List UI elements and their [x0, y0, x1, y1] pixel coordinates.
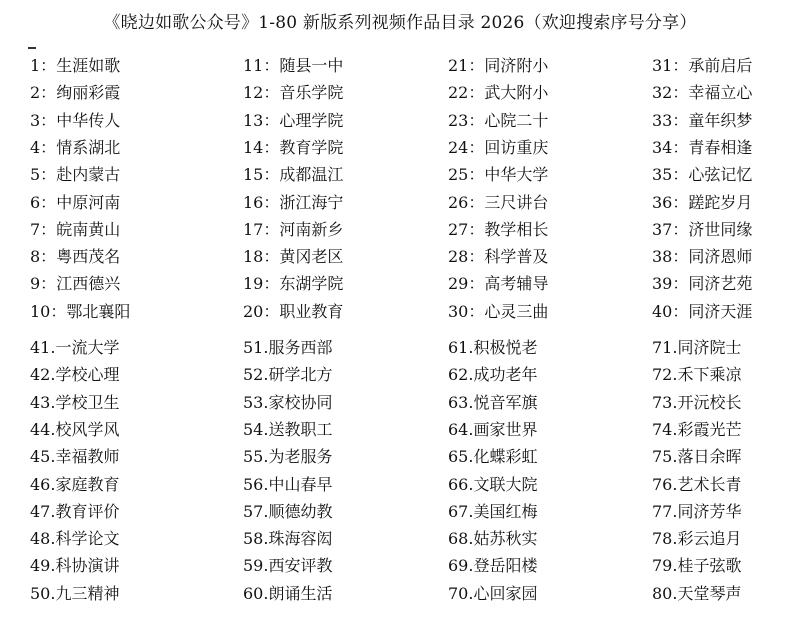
- entry-number: 5：: [30, 165, 57, 185]
- entry-title: 珠海容闳: [268, 529, 333, 549]
- catalog-entry: [243, 556, 332, 576]
- entry-title: 研学北方: [268, 365, 333, 385]
- entry-number: 22：: [448, 83, 485, 103]
- catalog-entry: [652, 138, 752, 158]
- entry-number: 1：: [30, 56, 57, 75]
- entry-number: 60.: [243, 583, 269, 603]
- entry-number: 79.: [652, 556, 678, 576]
- catalog-entry: [448, 83, 548, 103]
- entry-number: 45.: [30, 447, 56, 467]
- catalog-entry: [652, 365, 741, 385]
- catalog-entry: [448, 138, 548, 158]
- entry-title: 同济院士: [677, 338, 742, 357]
- entry-title: 同济附小: [484, 56, 549, 75]
- entry-title: 绚丽彩霞: [56, 83, 121, 103]
- catalog-entry: [448, 529, 537, 549]
- catalog-entry: [448, 556, 537, 576]
- entry-title: 学校卫生: [55, 392, 120, 412]
- entry-title: 成功老年: [473, 365, 538, 385]
- entry-title: 三尺讲台: [484, 192, 549, 212]
- entry-number: 61.: [448, 338, 474, 357]
- entry-number: 43.: [30, 392, 56, 412]
- entry-number: 38：: [652, 247, 689, 267]
- entry-title: 心回家园: [473, 583, 538, 603]
- entry-title: 教育学院: [279, 137, 344, 157]
- entry-title: 粤西茂名: [56, 247, 121, 267]
- entry-title: 情系湖北: [56, 137, 121, 157]
- entry-number: 74.: [652, 419, 678, 439]
- entry-number: 12：: [243, 83, 280, 103]
- entry-title: 天堂琴声: [677, 583, 742, 603]
- entry-number: 4：: [30, 137, 57, 157]
- entry-title: 武大附小: [484, 83, 549, 103]
- catalog-entry: [30, 193, 120, 213]
- entry-title: 承前启后: [688, 56, 753, 75]
- entry-title: 中山春早: [268, 474, 333, 494]
- entry-title: 美国红梅: [473, 501, 538, 521]
- entry-number: 31：: [652, 56, 689, 75]
- catalog-entry: [30, 556, 119, 576]
- catalog-entry: [448, 475, 537, 495]
- entry-title: 幸福教师: [55, 447, 120, 467]
- catalog-entry: [652, 338, 741, 358]
- entry-number: 78.: [652, 529, 678, 549]
- entry-title: 同济艺苑: [688, 274, 753, 294]
- entry-title: 济世同缘: [688, 219, 753, 239]
- entry-title: 化蝶彩虹: [473, 447, 538, 467]
- entry-number: 35：: [652, 165, 689, 185]
- entry-number: 42.: [30, 365, 56, 385]
- entry-number: 80.: [652, 583, 678, 603]
- entry-number: 46.: [30, 474, 56, 494]
- entry-number: 19：: [243, 274, 280, 294]
- entry-number: 7：: [30, 219, 57, 239]
- entry-title: 皖南黄山: [56, 219, 121, 239]
- entry-number: 13：: [243, 110, 280, 130]
- catalog-entry: [30, 274, 120, 294]
- catalog-entry: [243, 338, 332, 358]
- catalog-entry: [243, 502, 332, 522]
- catalog-entry: [30, 56, 120, 76]
- entry-number: 67.: [448, 501, 474, 521]
- entry-number: 49.: [30, 556, 56, 576]
- catalog-entry: [30, 138, 120, 158]
- entry-title: 高考辅导: [484, 274, 549, 294]
- entry-title: 为老服务: [268, 447, 333, 467]
- entry-number: 76.: [652, 474, 678, 494]
- entry-title: 服务西部: [268, 338, 333, 357]
- entry-number: 9：: [30, 274, 57, 294]
- catalog-entry: [30, 302, 130, 322]
- entry-title: 送教职工: [268, 419, 333, 439]
- catalog-entry: [243, 447, 332, 467]
- entry-title: 教学相长: [484, 219, 549, 239]
- catalog-entry: [243, 138, 343, 158]
- catalog-entry: [243, 365, 332, 385]
- catalog-entry: [30, 165, 120, 185]
- entry-number: 64.: [448, 419, 474, 439]
- entry-number: 27：: [448, 219, 485, 239]
- catalog-entry: [243, 165, 343, 185]
- entry-number: 3：: [30, 110, 57, 130]
- catalog-entry: [448, 56, 548, 76]
- entry-number: 26：: [448, 192, 485, 212]
- catalog-entry: [448, 338, 537, 358]
- catalog-entry: [448, 420, 537, 440]
- entry-number: 17：: [243, 219, 280, 239]
- entry-title: 生涯如歌: [56, 56, 121, 75]
- catalog-entry: [30, 447, 119, 467]
- entry-number: 62.: [448, 365, 474, 385]
- entry-number: 48.: [30, 529, 56, 549]
- entry-title: 科学论文: [55, 529, 120, 549]
- catalog-entry: [652, 83, 752, 103]
- entry-title: 落日余晖: [677, 447, 742, 467]
- entry-title: 西安评教: [268, 556, 333, 576]
- catalog-entry: [243, 274, 343, 294]
- entry-number: 68.: [448, 529, 474, 549]
- entry-title: 江西德兴: [56, 274, 121, 294]
- entry-title: 彩霞光芒: [677, 419, 742, 439]
- catalog-entry: [30, 111, 120, 131]
- catalog-entry: [30, 83, 120, 103]
- catalog-entry: [652, 165, 752, 185]
- entry-title: 科学普及: [484, 247, 549, 267]
- entry-title: 浙江海宁: [279, 192, 344, 212]
- entry-title: 青春相逢: [688, 137, 753, 157]
- catalog-entry: [243, 420, 332, 440]
- entry-number: 55.: [243, 447, 269, 467]
- entry-title: 家庭教育: [55, 474, 120, 494]
- catalog-entry: [652, 220, 752, 240]
- entry-number: 72.: [652, 365, 678, 385]
- entry-number: 51.: [243, 338, 269, 357]
- entry-number: 8：: [30, 247, 57, 267]
- entry-title: 职业教育: [279, 301, 344, 321]
- entry-title: 随县一中: [279, 56, 344, 75]
- entry-title: 顺德幼教: [268, 501, 333, 521]
- entry-number: 30：: [448, 301, 485, 321]
- entry-title: 心院二十: [484, 110, 549, 130]
- catalog-entry: [243, 111, 343, 131]
- catalog-entry: [30, 584, 119, 604]
- entry-number: 23：: [448, 110, 485, 130]
- entry-title: 幸福立心: [688, 83, 753, 103]
- catalog-entry: [652, 584, 741, 604]
- catalog-entry: [30, 220, 120, 240]
- entry-number: 32：: [652, 83, 689, 103]
- entry-title: 九三精神: [55, 583, 120, 603]
- catalog-entry: [243, 83, 343, 103]
- catalog-entry: [448, 247, 548, 267]
- catalog-entry: [448, 302, 548, 322]
- catalog-entry: [243, 193, 343, 213]
- entry-number: 24：: [448, 137, 485, 157]
- entry-title: 同济恩师: [688, 247, 753, 267]
- entry-number: 50.: [30, 583, 56, 603]
- entry-number: 16：: [243, 192, 280, 212]
- entry-number: 69.: [448, 556, 474, 576]
- entry-title: 心弦记忆: [688, 165, 753, 185]
- entry-number: 14：: [243, 137, 280, 157]
- entry-title: 回访重庆: [484, 137, 549, 157]
- entry-title: 赴内蒙古: [56, 165, 121, 185]
- entry-title: 中华传人: [56, 110, 121, 130]
- entry-number: 75.: [652, 447, 678, 467]
- divider-mark: [28, 47, 36, 49]
- entry-number: 66.: [448, 474, 474, 494]
- catalog-entry: [243, 56, 343, 76]
- entry-number: 40：: [652, 301, 689, 321]
- entry-number: 33：: [652, 110, 689, 130]
- catalog-entry: [30, 502, 119, 522]
- catalog-entry: [448, 165, 548, 185]
- entry-number: 57.: [243, 501, 269, 521]
- catalog-entry: [448, 193, 548, 213]
- catalog-entry: [30, 338, 119, 358]
- entry-number: 2：: [30, 83, 57, 103]
- entry-number: 47.: [30, 501, 56, 521]
- entry-title: 同济芳华: [677, 501, 742, 521]
- catalog-entry: [30, 529, 119, 549]
- entry-title: 文联大院: [473, 474, 538, 494]
- catalog-entry: [30, 247, 120, 267]
- catalog-entry: [652, 56, 752, 76]
- catalog-entry: [652, 193, 752, 213]
- entry-title: 鄂北襄阳: [66, 301, 131, 321]
- entry-number: 34：: [652, 137, 689, 157]
- catalog-entry: [652, 302, 752, 322]
- entry-number: 70.: [448, 583, 474, 603]
- entry-title: 中华大学: [484, 165, 549, 185]
- catalog-entry: [243, 220, 343, 240]
- catalog-entry: [243, 529, 332, 549]
- page-title: 《晓边如歌公众号》1-80 新版系列视频作品目录 2026（欢迎搜索序号分享）: [103, 13, 697, 33]
- entry-title: 心灵三曲: [484, 301, 549, 321]
- catalog-entry: [652, 247, 752, 267]
- catalog-entry: [652, 529, 741, 549]
- entry-number: 36：: [652, 192, 689, 212]
- entry-number: 10：: [30, 301, 67, 321]
- entry-number: 73.: [652, 392, 678, 412]
- entry-number: 37：: [652, 219, 689, 239]
- catalog-entry: [652, 393, 741, 413]
- entry-number: 71.: [652, 338, 678, 357]
- catalog-entry: [243, 393, 332, 413]
- catalog-entry: [652, 274, 752, 294]
- entry-title: 心理学院: [279, 110, 344, 130]
- catalog-entry: [30, 365, 119, 385]
- catalog-entry: [30, 393, 119, 413]
- catalog-entry: [652, 556, 741, 576]
- entry-number: 58.: [243, 529, 269, 549]
- entry-title: 教育评价: [55, 501, 120, 521]
- catalog-entry: [448, 502, 537, 522]
- entry-number: 20：: [243, 301, 280, 321]
- entry-title: 同济天涯: [688, 301, 753, 321]
- entry-title: 校风学风: [55, 419, 120, 439]
- entry-title: 东湖学院: [279, 274, 344, 294]
- entry-title: 悦音军旗: [473, 392, 538, 412]
- entry-title: 河南新乡: [279, 219, 344, 239]
- entry-title: 科协演讲: [55, 556, 120, 576]
- entry-title: 画家世界: [473, 419, 538, 439]
- catalog-entry: [448, 274, 548, 294]
- entry-title: 音乐学院: [279, 83, 344, 103]
- catalog-entry: [243, 247, 343, 267]
- entry-title: 蹉跎岁月: [688, 192, 753, 212]
- catalog-entry: [652, 447, 741, 467]
- entry-title: 禾下乘凉: [677, 365, 742, 385]
- entry-number: 53.: [243, 392, 269, 412]
- entry-number: 39：: [652, 274, 689, 294]
- entry-number: 44.: [30, 419, 56, 439]
- entry-title: 童年织梦: [688, 110, 753, 130]
- entry-number: 21：: [448, 56, 485, 75]
- entry-title: 黄冈老区: [279, 247, 344, 267]
- entry-title: 艺术长青: [677, 474, 742, 494]
- catalog-entry: [448, 111, 548, 131]
- entry-number: 6：: [30, 192, 57, 212]
- entry-title: 彩云追月: [677, 529, 742, 549]
- catalog-entry: [30, 420, 119, 440]
- catalog-entry: [652, 502, 741, 522]
- catalog-entry: [652, 111, 752, 131]
- catalog-entry: [448, 220, 548, 240]
- entry-number: 11：: [243, 56, 280, 75]
- entry-number: 56.: [243, 474, 269, 494]
- entry-number: 59.: [243, 556, 269, 576]
- catalog-entry: [448, 393, 537, 413]
- entry-number: 41.: [30, 338, 56, 357]
- entry-number: 52.: [243, 365, 269, 385]
- entry-title: 家校协同: [268, 392, 333, 412]
- entry-number: 63.: [448, 392, 474, 412]
- entry-number: 77.: [652, 501, 678, 521]
- entry-title: 积极悦老: [473, 338, 538, 357]
- entry-number: 29：: [448, 274, 485, 294]
- entry-title: 姑苏秋实: [473, 529, 538, 549]
- catalog-entry: [30, 475, 119, 495]
- entry-title: 开沅校长: [677, 392, 742, 412]
- catalog-entry: [243, 475, 332, 495]
- entry-title: 中原河南: [56, 192, 121, 212]
- entry-title: 桂子弦歌: [677, 556, 742, 576]
- entry-number: 65.: [448, 447, 474, 467]
- catalog-entry: [652, 420, 741, 440]
- entry-number: 25：: [448, 165, 485, 185]
- entry-title: 学校心理: [55, 365, 120, 385]
- catalog-entry: [448, 584, 537, 604]
- entry-title: 登岳阳楼: [473, 556, 538, 576]
- entry-number: 28：: [448, 247, 485, 267]
- entry-number: 54.: [243, 419, 269, 439]
- catalog-entry: [448, 447, 537, 467]
- entry-number: 15：: [243, 165, 280, 185]
- catalog-entry: [243, 302, 343, 322]
- catalog-entry: [448, 365, 537, 385]
- entry-title: 一流大学: [55, 338, 120, 357]
- catalog-entry: [243, 584, 332, 604]
- entry-title: 朗诵生活: [268, 583, 333, 603]
- entry-title: 成都温江: [279, 165, 344, 185]
- catalog-entry: [652, 475, 741, 495]
- entry-number: 18：: [243, 247, 280, 267]
